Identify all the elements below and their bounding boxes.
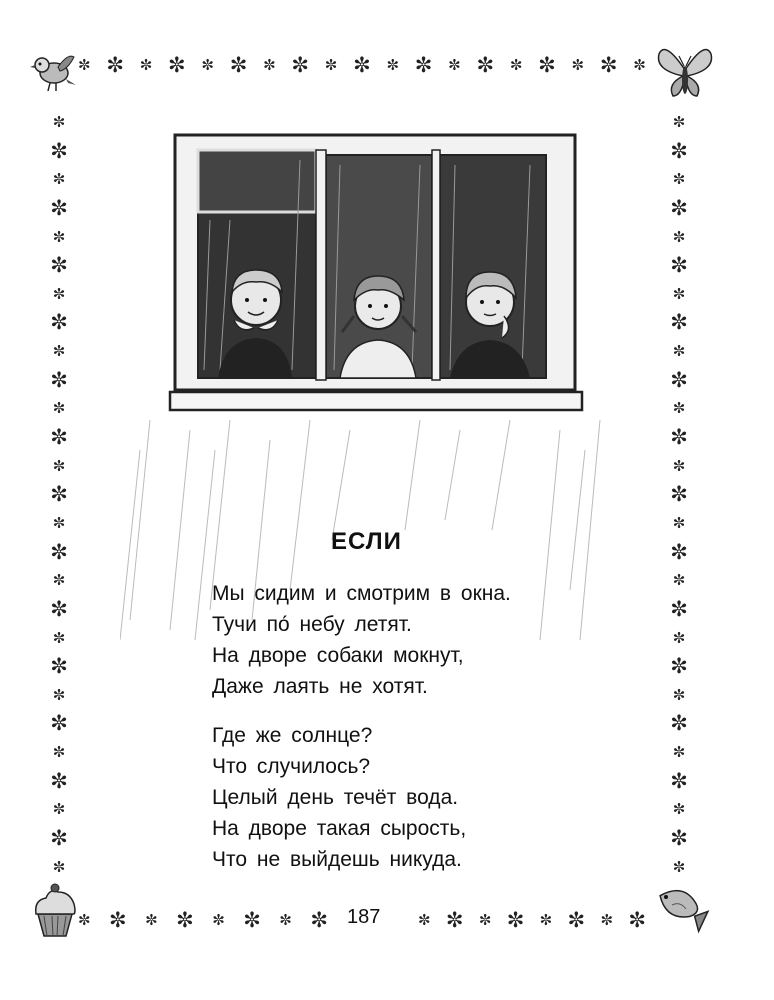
border-star-icon: ✼ bbox=[672, 227, 686, 246]
border-star-icon: ✼ bbox=[50, 768, 68, 793]
poem-line: На дворе собаки мокнут, bbox=[212, 644, 464, 667]
fish-icon bbox=[650, 875, 710, 935]
poem-title: ЕСЛИ bbox=[331, 528, 402, 555]
border-star-icon: ✼ bbox=[509, 55, 523, 74]
border-right bbox=[664, 115, 694, 875]
border-star-icon: ✼ bbox=[418, 910, 431, 929]
border-star-icon: ✼ bbox=[145, 910, 158, 929]
poem-line: Даже лаять не хотят. bbox=[212, 675, 428, 698]
border-star-icon: ✼ bbox=[50, 310, 68, 335]
border-star-icon: ✼ bbox=[478, 910, 492, 929]
border-star-icon: ✼ bbox=[201, 55, 214, 74]
border-star-icon: ✼ bbox=[672, 800, 686, 819]
border-star-icon: ✼ bbox=[506, 907, 525, 932]
poem-line: Мы сидим и смотрим в окна. bbox=[212, 582, 511, 605]
border-star-icon: ✼ bbox=[633, 55, 646, 74]
window-illustration bbox=[120, 120, 630, 640]
border-star-icon: ✼ bbox=[229, 52, 248, 77]
border-star-icon: ✼ bbox=[670, 482, 688, 507]
poem-line: Тучи по́ небу летят. bbox=[212, 613, 412, 636]
border-star-icon: ✼ bbox=[109, 907, 127, 932]
border-star-icon: ✼ bbox=[670, 425, 688, 450]
border-star-icon: ✼ bbox=[670, 654, 688, 679]
border-star-icon: ✼ bbox=[670, 768, 688, 793]
border-star-icon: ✼ bbox=[168, 52, 186, 77]
poem-line: Что случилось? bbox=[212, 755, 371, 778]
border-star-icon: ✼ bbox=[672, 399, 686, 418]
border-star-icon: ✼ bbox=[279, 910, 292, 929]
border-star-icon: ✼ bbox=[571, 55, 585, 74]
border-star-icon: ✼ bbox=[445, 907, 464, 932]
border-star-icon: ✼ bbox=[52, 513, 66, 532]
border-star-icon: ✼ bbox=[52, 571, 66, 590]
border-star-icon: ✼ bbox=[672, 113, 686, 131]
border-star-icon: ✼ bbox=[567, 907, 586, 932]
border-star-icon: ✼ bbox=[212, 910, 225, 929]
border-star-icon: ✼ bbox=[670, 195, 688, 220]
border-star-icon: ✼ bbox=[52, 857, 66, 876]
border-star-icon: ✼ bbox=[672, 170, 686, 189]
poem-stanza-2 bbox=[212, 720, 466, 875]
border-star-icon: ✼ bbox=[50, 425, 68, 450]
border-star-icon: ✼ bbox=[50, 596, 68, 621]
border-left bbox=[44, 115, 74, 875]
border-star-icon: ✼ bbox=[78, 55, 91, 74]
poem-line: Где же солнце? bbox=[212, 724, 373, 747]
border-star-icon: ✼ bbox=[52, 227, 66, 246]
border-star-icon: ✼ bbox=[670, 596, 688, 621]
butterfly-icon bbox=[655, 40, 715, 110]
border-star-icon: ✼ bbox=[670, 138, 688, 163]
border-star-icon: ✼ bbox=[448, 55, 461, 74]
border-star-icon: ✼ bbox=[672, 857, 686, 876]
border-star-icon: ✼ bbox=[50, 195, 68, 220]
border-bottom-left bbox=[78, 905, 328, 935]
border-star-icon: ✼ bbox=[52, 399, 66, 418]
border-star-icon: ✼ bbox=[50, 711, 68, 736]
border-star-icon: ✼ bbox=[176, 907, 194, 932]
border-top bbox=[78, 50, 646, 80]
border-star-icon: ✼ bbox=[386, 55, 400, 74]
border-star-icon: ✼ bbox=[52, 685, 66, 704]
border-star-icon: ✼ bbox=[670, 539, 688, 564]
border-star-icon: ✼ bbox=[538, 52, 556, 77]
border-star-icon: ✼ bbox=[670, 826, 688, 851]
border-star-icon: ✼ bbox=[243, 907, 261, 932]
border-star-icon: ✼ bbox=[672, 456, 686, 475]
border-star-icon: ✼ bbox=[52, 113, 66, 131]
border-star-icon: ✼ bbox=[52, 456, 66, 475]
border-star-icon: ✼ bbox=[52, 800, 66, 819]
border-star-icon: ✼ bbox=[670, 711, 688, 736]
border-star-icon: ✼ bbox=[672, 342, 686, 361]
border-star-icon: ✼ bbox=[670, 310, 688, 335]
border-star-icon: ✼ bbox=[599, 52, 618, 77]
border-star-icon: ✼ bbox=[52, 342, 66, 361]
border-star-icon: ✼ bbox=[670, 253, 688, 278]
border-star-icon: ✼ bbox=[50, 253, 68, 278]
border-star-icon: ✼ bbox=[672, 628, 686, 647]
border-star-icon: ✼ bbox=[310, 907, 328, 932]
border-star-icon: ✼ bbox=[78, 910, 91, 929]
border-bottom-right bbox=[418, 905, 646, 935]
border-star-icon: ✼ bbox=[324, 55, 338, 74]
border-star-icon: ✼ bbox=[672, 284, 686, 303]
border-star-icon: ✼ bbox=[670, 367, 688, 392]
border-star-icon: ✼ bbox=[672, 571, 686, 590]
border-star-icon: ✼ bbox=[600, 910, 614, 929]
border-star-icon: ✼ bbox=[672, 513, 686, 532]
border-star-icon: ✼ bbox=[539, 910, 553, 929]
border-star-icon: ✼ bbox=[52, 628, 66, 647]
border-star-icon: ✼ bbox=[50, 482, 68, 507]
border-star-icon: ✼ bbox=[52, 284, 66, 303]
border-star-icon: ✼ bbox=[50, 826, 68, 851]
border-star-icon: ✼ bbox=[50, 654, 68, 679]
border-star-icon: ✼ bbox=[139, 55, 153, 74]
poem-line: Целый день течёт вода. bbox=[212, 786, 459, 809]
border-star-icon: ✼ bbox=[50, 539, 68, 564]
border-star-icon: ✼ bbox=[52, 170, 66, 189]
border-star-icon: ✼ bbox=[628, 907, 646, 932]
border-star-icon: ✼ bbox=[52, 743, 66, 762]
bird-icon bbox=[28, 45, 78, 95]
poem-line: На дворе такая сырость, bbox=[212, 817, 467, 840]
border-star-icon: ✼ bbox=[106, 52, 124, 77]
poem-line: Что не выйдешь никуда. bbox=[212, 848, 462, 871]
cupcake-icon bbox=[30, 880, 80, 940]
poem-stanza-1 bbox=[212, 578, 511, 702]
border-star-icon: ✼ bbox=[50, 367, 68, 392]
border-star-icon: ✼ bbox=[476, 52, 495, 77]
border-star-icon: ✼ bbox=[50, 138, 68, 163]
border-star-icon: ✼ bbox=[672, 743, 686, 762]
border-star-icon: ✼ bbox=[353, 52, 371, 77]
border-star-icon: ✼ bbox=[414, 52, 433, 77]
border-star-icon: ✼ bbox=[263, 55, 276, 74]
border-star-icon: ✼ bbox=[291, 52, 309, 77]
page-number: 187 bbox=[347, 906, 381, 928]
border-star-icon: ✼ bbox=[672, 685, 686, 704]
